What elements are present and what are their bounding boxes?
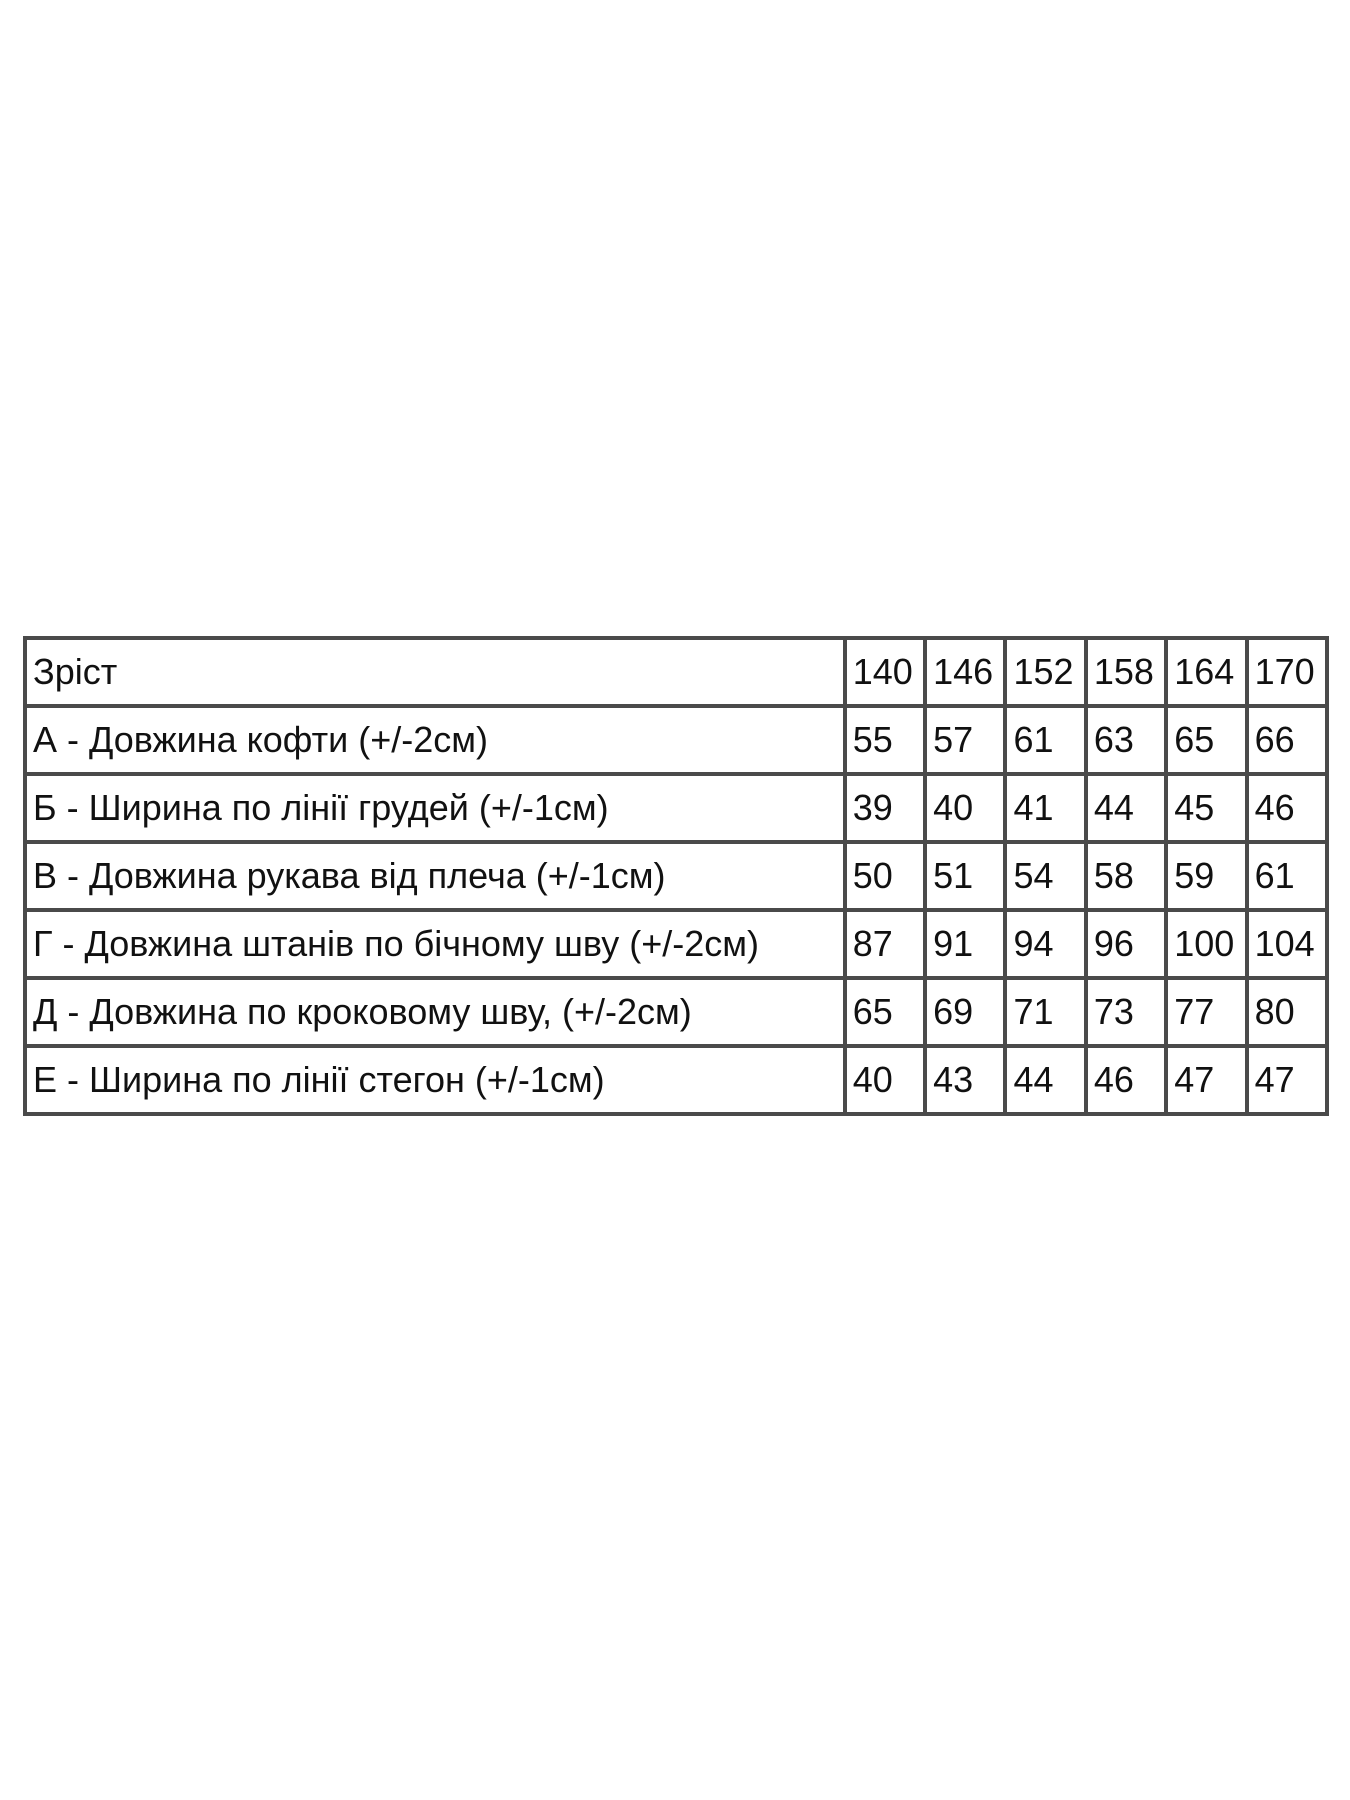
measurement-value-cell: 61 bbox=[1247, 842, 1327, 910]
measurement-value-cell: 43 bbox=[925, 1046, 1005, 1114]
measurement-value-cell: 47 bbox=[1247, 1046, 1327, 1114]
measurement-value-cell: 41 bbox=[1005, 774, 1085, 842]
measurement-value-cell: 77 bbox=[1166, 978, 1246, 1046]
size-header-cell: 146 bbox=[925, 638, 1005, 706]
measurement-value-cell: 63 bbox=[1086, 706, 1166, 774]
measurement-value-cell: 39 bbox=[845, 774, 925, 842]
measurement-value-cell: 69 bbox=[925, 978, 1005, 1046]
table-row bbox=[25, 910, 1327, 978]
measurement-value-cell: 91 bbox=[925, 910, 1005, 978]
measurement-value-cell: 46 bbox=[1247, 774, 1327, 842]
measurement-value-cell: 66 bbox=[1247, 706, 1327, 774]
size-header-cell: 158 bbox=[1086, 638, 1166, 706]
table-row bbox=[25, 1046, 1327, 1114]
table-row bbox=[25, 774, 1327, 842]
size-header-cell: 140 bbox=[845, 638, 925, 706]
header-label-cell: Зріст bbox=[25, 638, 845, 706]
size-header-cell: 164 bbox=[1166, 638, 1246, 706]
measurement-value-cell: 71 bbox=[1005, 978, 1085, 1046]
size-chart-body bbox=[25, 638, 1327, 1114]
measurement-value-cell: 51 bbox=[925, 842, 1005, 910]
table-row bbox=[25, 978, 1327, 1046]
size-header-cell: 152 bbox=[1005, 638, 1085, 706]
measurement-value-cell: 55 bbox=[845, 706, 925, 774]
measurement-value-cell: 59 bbox=[1166, 842, 1246, 910]
measurement-value-cell: 40 bbox=[845, 1046, 925, 1114]
measurement-label-cell: Е - Ширина по лінії стегон (+/-1см) bbox=[25, 1046, 845, 1114]
measurement-value-cell: 58 bbox=[1086, 842, 1166, 910]
measurement-value-cell: 47 bbox=[1166, 1046, 1246, 1114]
measurement-value-cell: 57 bbox=[925, 706, 1005, 774]
header-row bbox=[25, 638, 1327, 706]
measurement-label-cell: Д - Довжина по кроковому шву, (+/-2см) bbox=[25, 978, 845, 1046]
measurement-value-cell: 44 bbox=[1086, 774, 1166, 842]
measurement-value-cell: 40 bbox=[925, 774, 1005, 842]
measurement-value-cell: 100 bbox=[1166, 910, 1246, 978]
measurement-value-cell: 44 bbox=[1005, 1046, 1085, 1114]
measurement-value-cell: 96 bbox=[1086, 910, 1166, 978]
measurement-value-cell: 104 bbox=[1247, 910, 1327, 978]
measurement-value-cell: 94 bbox=[1005, 910, 1085, 978]
measurement-value-cell: 50 bbox=[845, 842, 925, 910]
table-row bbox=[25, 706, 1327, 774]
measurement-value-cell: 65 bbox=[845, 978, 925, 1046]
measurement-value-cell: 46 bbox=[1086, 1046, 1166, 1114]
measurement-label-cell: Б - Ширина по лінії грудей (+/-1см) bbox=[25, 774, 845, 842]
measurement-value-cell: 87 bbox=[845, 910, 925, 978]
table-row bbox=[25, 842, 1327, 910]
measurement-value-cell: 73 bbox=[1086, 978, 1166, 1046]
measurement-value-cell: 61 bbox=[1005, 706, 1085, 774]
measurement-label-cell: В - Довжина рукава від плеча (+/-1см) bbox=[25, 842, 845, 910]
measurement-value-cell: 54 bbox=[1005, 842, 1085, 910]
measurement-label-cell: Г - Довжина штанів по бічному шву (+/-2см) bbox=[25, 910, 845, 978]
measurement-value-cell: 45 bbox=[1166, 774, 1246, 842]
measurement-label-cell: А - Довжина кофти (+/-2см) bbox=[25, 706, 845, 774]
size-header-cell: 170 bbox=[1247, 638, 1327, 706]
measurement-value-cell: 65 bbox=[1166, 706, 1246, 774]
size-chart-table bbox=[23, 636, 1329, 1116]
measurement-value-cell: 80 bbox=[1247, 978, 1327, 1046]
